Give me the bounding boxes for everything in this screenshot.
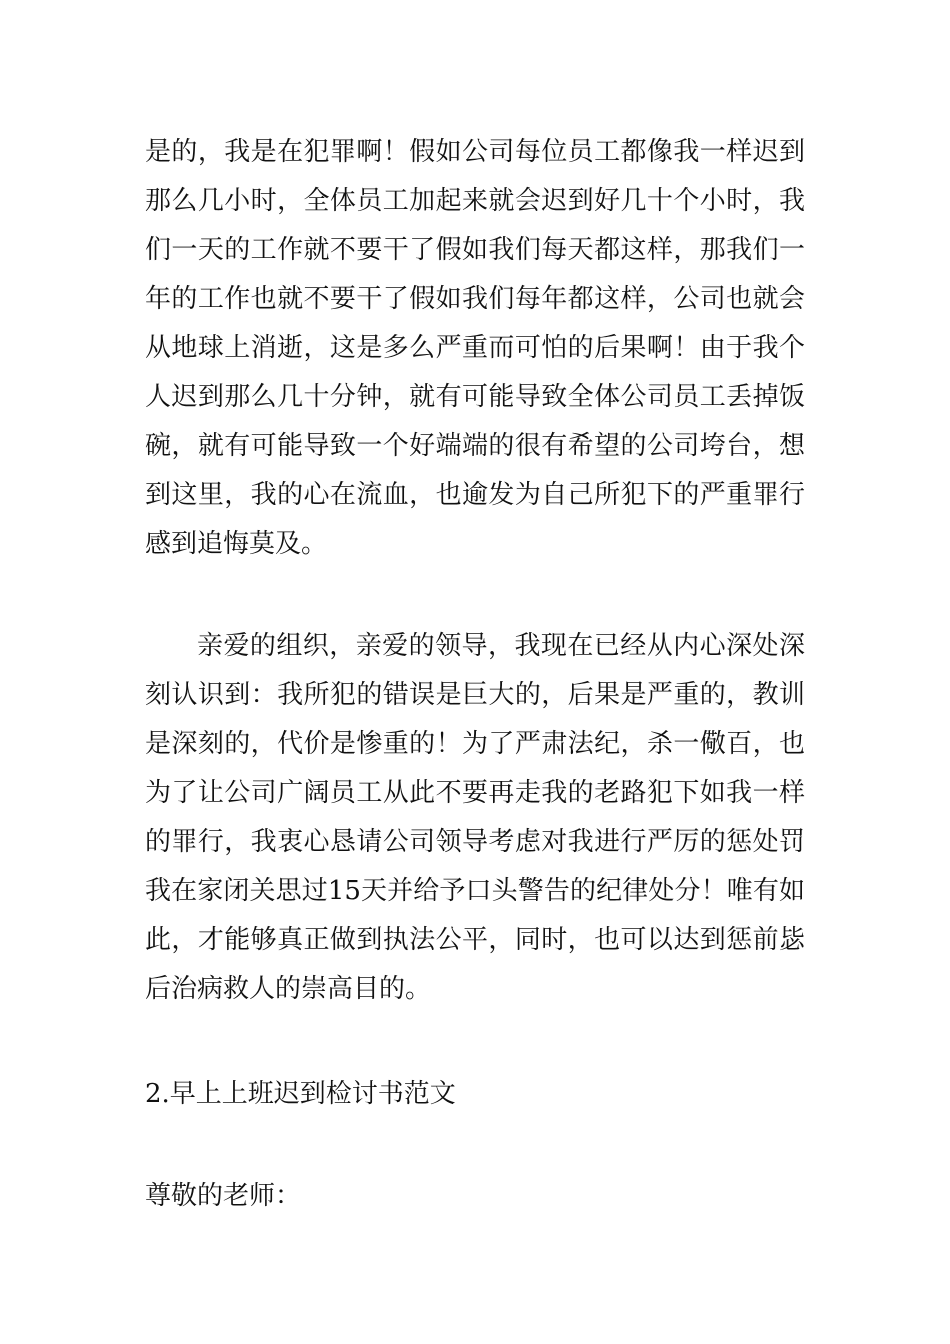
paragraph-line: 那么几小时，全体员工加起来就会迟到好几十个小时，我	[145, 186, 805, 216]
paragraph-line: 是的，我是在犯罪啊！假如公司每位员工都像我一样迟到	[145, 137, 805, 167]
paragraph-line: 感到追悔莫及。	[145, 529, 328, 559]
paragraph-line: 是深刻的，代价是惨重的！为了严肃法纪，杀一儆百，也	[145, 729, 805, 759]
paragraph-line: 亲爱的组织，亲爱的领导，我现在已经从内心深处深	[197, 631, 805, 661]
salutation: 尊敬的老师：	[145, 1181, 302, 1211]
paragraph-line: 后治病救人的崇高目的。	[145, 974, 432, 1004]
paragraph-line: 到这里，我的心在流血，也逾发为自己所犯下的严重罪行	[145, 480, 805, 510]
paragraph-line: 的罪行，我衷心恳请公司领导考虑对我进行严厉的惩处罚	[145, 827, 805, 857]
paragraph-line: 们一天的工作就不要干了假如我们每天都这样，那我们一	[145, 235, 805, 265]
paragraph-line: 碗，就有可能导致一个好端端的很有希望的公司垮台，想	[145, 431, 805, 461]
paragraph-line: 人迟到那么几十分钟，就有可能导致全体公司员工丢掉饭	[145, 382, 805, 412]
paragraph-line: 为了让公司广阔员工从此不要再走我的老路犯下如我一样	[145, 778, 805, 808]
paragraph-line: 我在家闭关思过15天并给予口头警告的纪律处分！唯有如	[145, 876, 805, 906]
section-heading: 2.早上上班迟到检讨书范文	[145, 1079, 456, 1109]
paragraph-line: 年的工作也就不要干了假如我们每年都这样，公司也就会	[145, 284, 805, 314]
paragraph-line: 从地球上消逝，这是多么严重而可怕的后果啊！由于我个	[145, 333, 805, 363]
paragraph-line: 刻认识到：我所犯的错误是巨大的，后果是严重的，教训	[145, 680, 805, 710]
paragraph-line: 此，才能够真正做到执法公平，同时，也可以达到惩前毖	[145, 925, 805, 955]
